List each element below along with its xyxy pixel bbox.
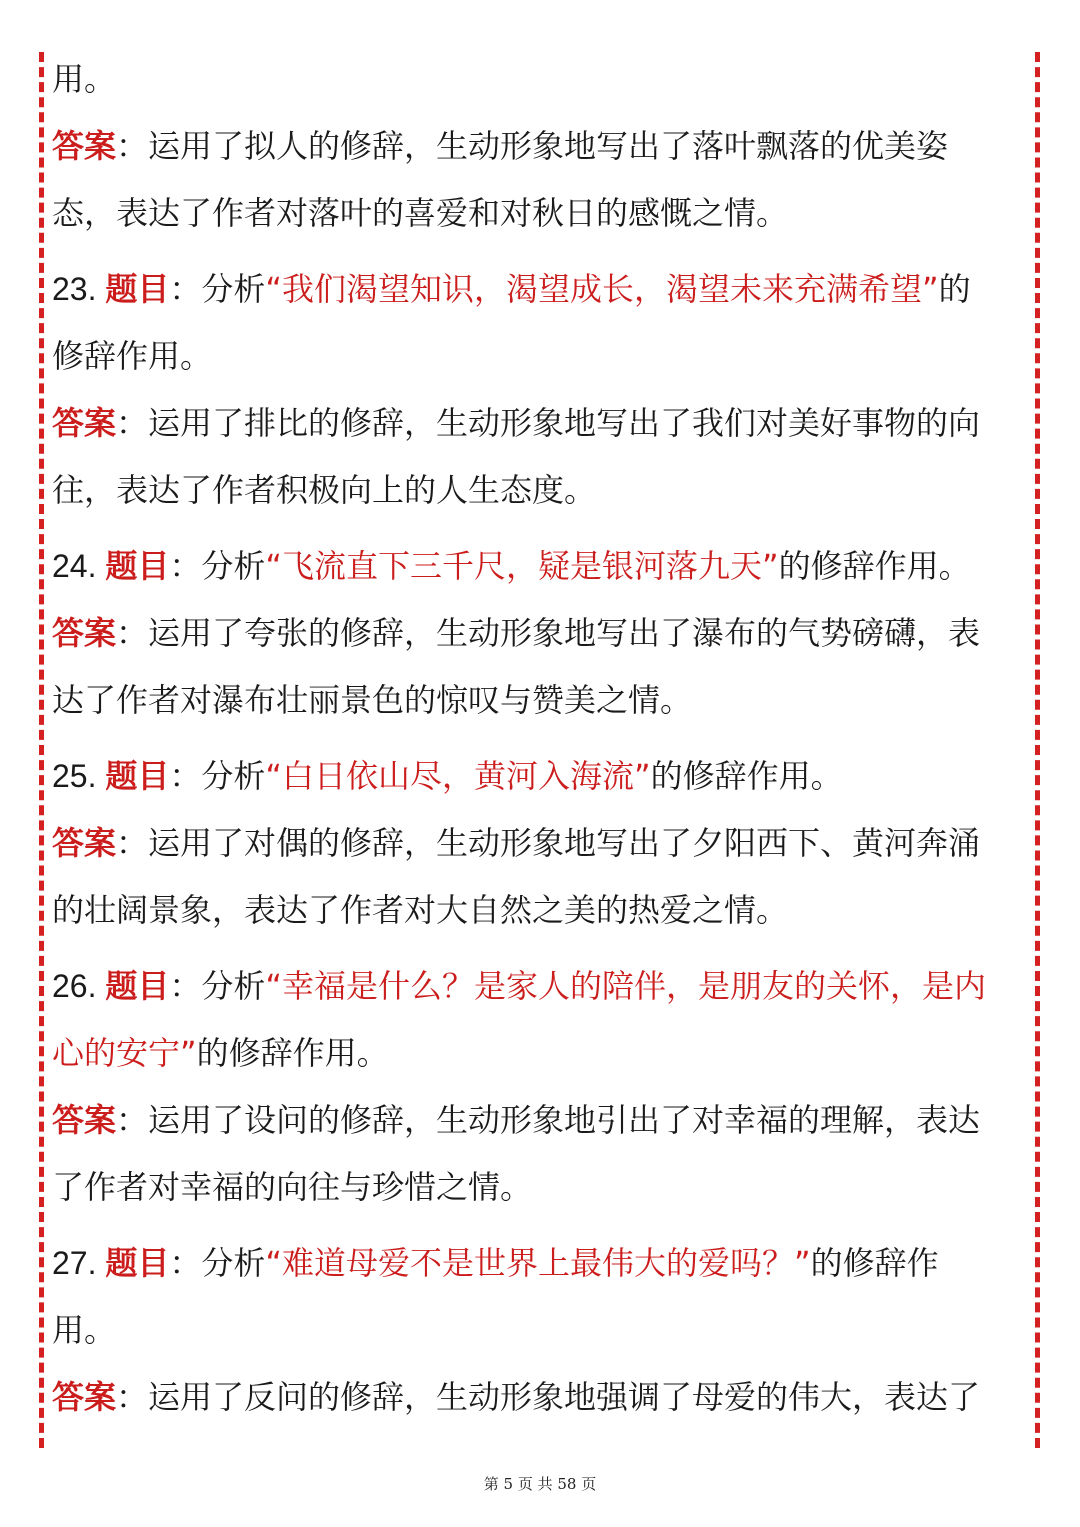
answer-label: 答案 [52,404,117,442]
answer-label: 答案 [52,1378,117,1416]
answer-26: 答案：运用了设问的修辞，生动形象地引出了对幸福的理解，表达 [52,1101,981,1139]
answer-24: 答案：运用了夸张的修辞，生动形象地写出了瀑布的气势磅礴，表 [52,614,981,652]
question-label: 题目 [105,967,170,1005]
question-number: 25. [52,758,106,794]
question-label: 题目 [105,757,170,795]
answer-25: 答案：运用了对偶的修辞，生动形象地写出了夕阳西下、黄河奔涌 [52,824,981,862]
question-label: 题目 [105,547,170,585]
question-label: 题目 [105,1244,170,1282]
answer-label: 答案 [52,1101,117,1139]
question-22-text-tail: 用。 [52,60,117,98]
question-label: 题目 [105,270,170,308]
answer-label: 答案 [52,127,117,165]
question-26: 26. 题目：分析“幸福是什么？是家人的陪伴，是朋友的关怀，是内 [52,967,986,1005]
right-dashed-border [1035,52,1040,1448]
page-content [52,46,1027,1431]
answer-25-cont: 的壮阔景象，表达了作者对大自然之美的热爱之情。 [52,891,789,929]
quoted-sentence: “幸福是什么？是家人的陪伴，是朋友的关怀，是内 [265,967,986,1005]
question-number: 23. [52,271,106,307]
answer-22: 答案：运用了拟人的修辞，生动形象地写出了落叶飘落的优美姿 [52,127,949,165]
question-number: 26. [52,968,106,1004]
question-number: 24. [52,548,106,584]
question-24: 24. 题目：分析“飞流直下三千尺，疑是银河落九天”的修辞作用。 [52,547,971,585]
question-27-cont: 用。 [52,1311,117,1349]
quoted-sentence: “难道母爱不是世界上最伟大的爱吗？” [265,1244,811,1282]
left-dashed-border [39,52,44,1448]
answer-23-cont: 往，表达了作者积极向上的人生态度。 [52,471,597,509]
question-23-cont: 修辞作用。 [52,337,213,375]
answer-26-cont: 了作者对幸福的向往与珍惜之情。 [52,1168,533,1206]
answer-label: 答案 [52,614,117,652]
answer-label: 答案 [52,824,117,862]
quoted-sentence: “白日依山尽，黄河入海流” [265,757,651,795]
question-number: 27. [52,1245,106,1281]
quoted-sentence: “我们渴望知识，渴望成长，渴望未来充满希望” [265,270,939,308]
answer-27: 答案：运用了反问的修辞，生动形象地强调了母爱的伟大，表达了 [52,1378,981,1416]
answer-23: 答案：运用了排比的修辞，生动形象地写出了我们对美好事物的向 [52,404,981,442]
question-26-cont: 心的安宁”的修辞作用。 [52,1034,389,1072]
page-number-footer: 第 5 页 共 58 页 [483,1475,597,1493]
question-25: 25. 题目：分析“白日依山尽，黄河入海流”的修辞作用。 [52,757,843,795]
answer-24-cont: 达了作者对瀑布壮丽景色的惊叹与赞美之情。 [52,681,693,719]
question-27: 27. 题目：分析“难道母爱不是世界上最伟大的爱吗？”的修辞作 [52,1244,939,1282]
quoted-sentence-cont: 心的安宁” [52,1034,197,1072]
question-23: 23. 题目：分析“我们渴望知识，渴望成长，渴望未来充满希望”的 [52,270,971,308]
quoted-sentence: “飞流直下三千尺，疑是银河落九天” [265,547,779,585]
answer-22-cont: 态，表达了作者对落叶的喜爱和对秋日的感慨之情。 [52,194,789,232]
